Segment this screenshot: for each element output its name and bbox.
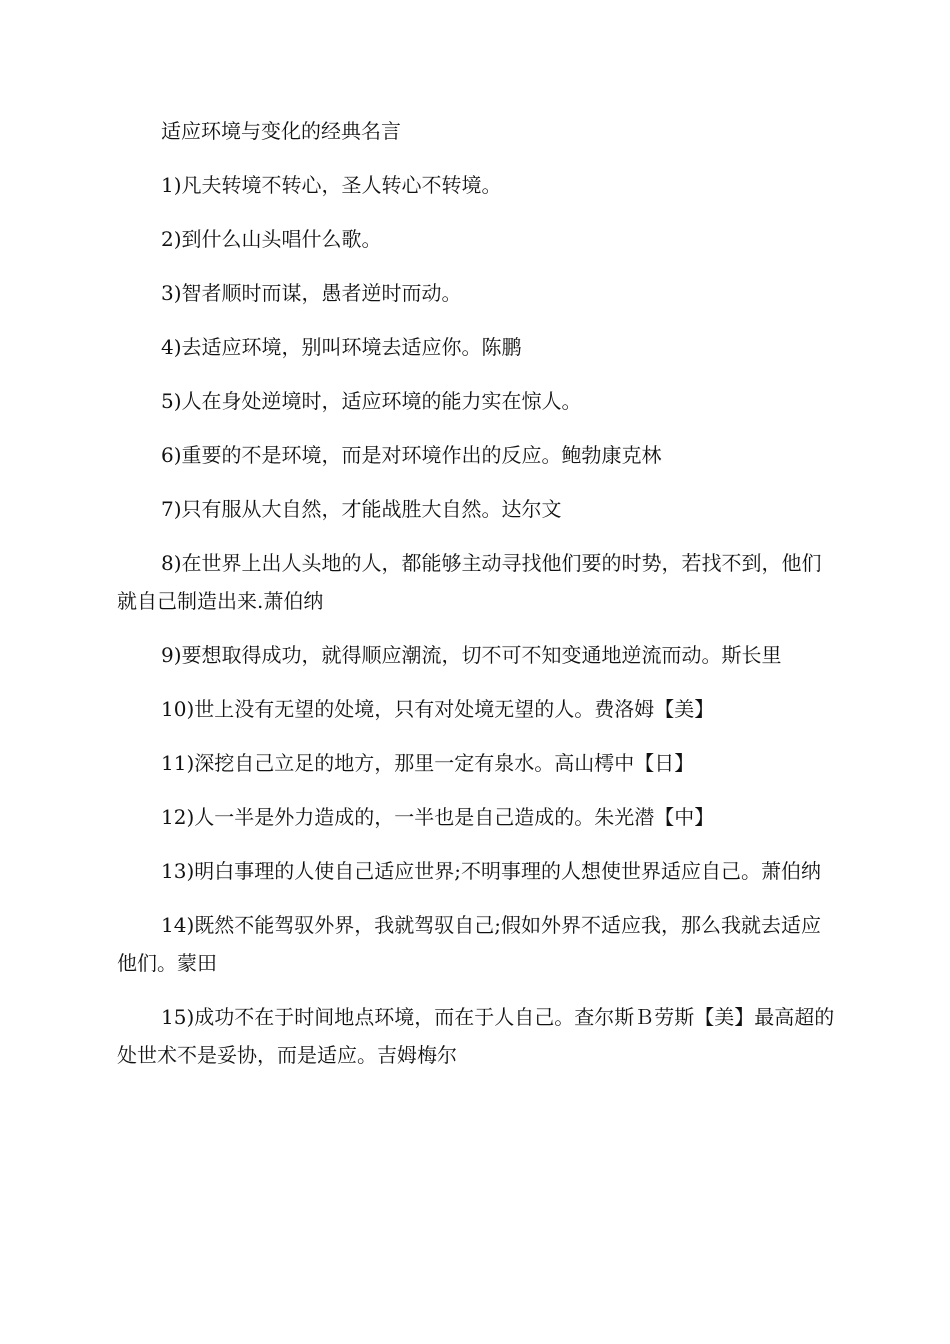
quote-9: 9)要想取得成功，就得顺应潮流，切不可不知变通地逆流而动。斯长里 <box>161 643 782 667</box>
quote-12: 12)人一半是外力造成的，一半也是自己造成的。朱光潜【中】 <box>161 805 715 829</box>
quote-11: 11)深挖自己立足的地方，那里一定有泉水。高山樗中【日】 <box>161 751 695 775</box>
document-body <box>117 112 837 1090</box>
quote-10: 10)世上没有无望的处境，只有对处境无望的人。费洛姆【美】 <box>161 697 715 721</box>
quote-7: 7)只有服从大自然，才能战胜大自然。达尔文 <box>161 497 562 521</box>
quote-2: 2)到什么山头唱什么歌。 <box>161 227 382 251</box>
quote-8: 8)在世界上出人头地的人，都能够主动寻找他们要的时势，若找不到，他们就自己制造出来.萧伯纳 <box>117 551 822 613</box>
quote-13: 13)明白事理的人使自己适应世界;不明事理的人想使世界适应自己。萧伯纳 <box>161 859 821 883</box>
quote-15: 15)成功不在于时间地点环境，而在于人自己。查尔斯Ｂ劳斯【美】最高超的处世术不是妥协，而是适应。吉姆梅尔 <box>117 1005 835 1067</box>
quote-3: 3)智者顺时而谋，愚者逆时而动。 <box>161 281 462 305</box>
quote-6: 6)重要的不是环境，而是对环境作出的反应。鲍勃康克林 <box>161 443 662 467</box>
quote-14: 14)既然不能驾驭外界，我就驾驭自己;假如外界不适应我，那么我就去适应他们。蒙田 <box>117 913 821 975</box>
document-title: 适应环境与变化的经典名言 <box>161 119 401 143</box>
quote-1: 1)凡夫转境不转心，圣人转心不转境。 <box>161 173 502 197</box>
quote-4: 4)去适应环境，别叫环境去适应你。陈鹏 <box>161 335 522 359</box>
quote-5: 5)人在身处逆境时，适应环境的能力实在惊人。 <box>161 389 582 413</box>
